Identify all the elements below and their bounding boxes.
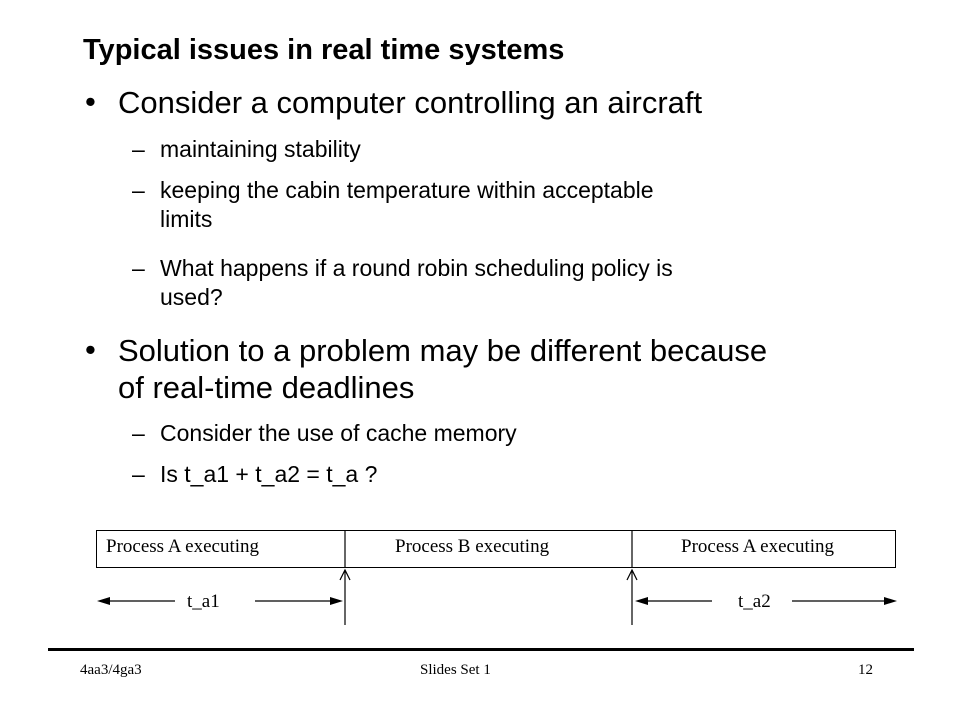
sub-item-text: keeping the cabin temperature within acceptable — [160, 177, 654, 203]
slide-title: Typical issues in real time systems — [83, 34, 565, 66]
dash-icon: – — [132, 461, 145, 487]
footer-course-code: 4aa3/4ga3 — [80, 662, 142, 678]
dash-icon: – — [132, 177, 145, 203]
dash-icon: – — [132, 420, 145, 446]
timeline-segment-process-a: Process A executing — [106, 536, 260, 557]
sub-item-text: maintaining stability — [160, 136, 361, 162]
bullet-text: Solution to a problem may be different because — [118, 333, 768, 368]
bullet-text: Consider a computer controlling an aircraft — [118, 85, 703, 120]
sub-item-text: Is t_a1 + t_a2 = t_a ? — [160, 461, 378, 487]
sub-item-text-continued: limits — [160, 206, 213, 232]
right-arrowhead-icon — [884, 597, 897, 605]
footer-page-number: 12 — [858, 662, 873, 678]
sub-item-text: What happens if a round robin scheduling policy is — [160, 255, 673, 281]
interval-label-t-a1: t_a1 — [187, 591, 220, 612]
up-arrow-icon — [340, 570, 350, 580]
left-arrowhead-icon — [97, 597, 110, 605]
timeline-segment-process-a-resumed: Process A executing — [681, 536, 835, 557]
right-arrowhead-icon — [330, 597, 343, 605]
left-arrowhead-icon — [635, 597, 648, 605]
footer-divider — [48, 648, 914, 651]
bullet-dot-icon: • — [85, 84, 96, 119]
sub-item-text-continued: used? — [160, 284, 223, 310]
timeline-segment-process-b: Process B executing — [395, 536, 550, 557]
bullet-text-continued: of real-time deadlines — [118, 370, 415, 405]
dash-icon: – — [132, 136, 145, 162]
sub-item-text: Consider the use of cache memory — [160, 420, 517, 446]
dash-icon: – — [132, 255, 145, 281]
interval-label-t-a2: t_a2 — [738, 591, 771, 612]
bullet-dot-icon: • — [85, 332, 96, 367]
footer-slide-set: Slides Set 1 — [420, 662, 491, 678]
up-arrow-icon — [627, 570, 637, 580]
